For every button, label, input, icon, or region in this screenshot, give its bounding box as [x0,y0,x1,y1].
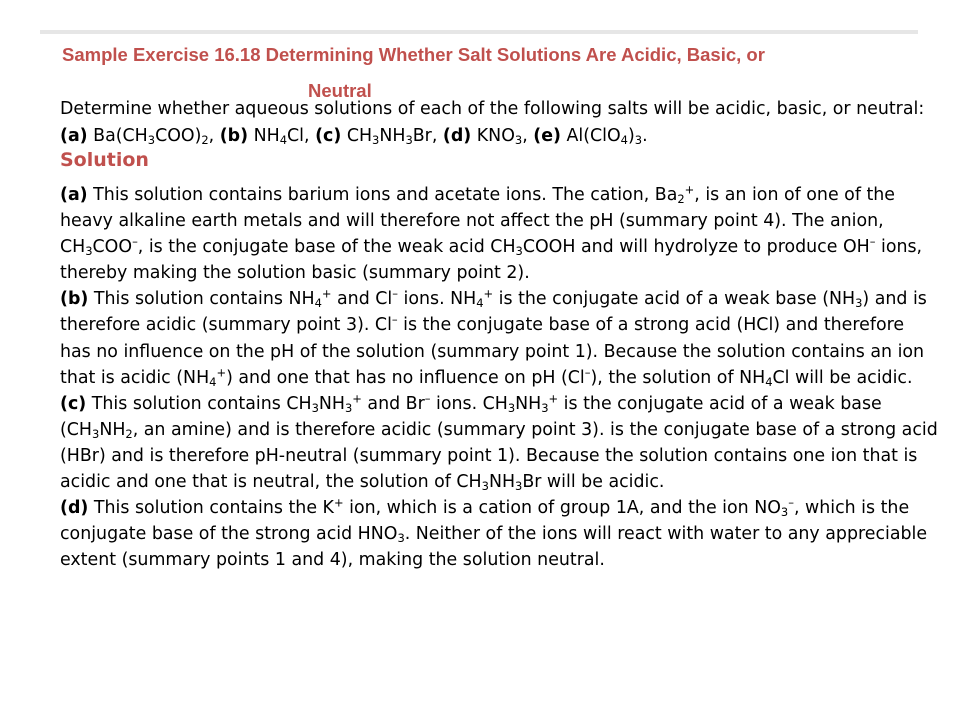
salt-formula: $Al(ClO_4)_3$ [566,125,643,147]
salt-letter: (d) [442,125,472,146]
part-text: This solution contains $NH_4^+$ and Cl– ions. $NH_4^+$ is the conjugate acid of a weak base $(NH_3)$ and is therefore acidic (summary point 3). Cl– is the conjugate base of a strong acid (HCl) and therefore has no influence on the pH of the solution (summary point 1). Because the solution contains an ion that is acidic $(NH_4^+)$ and one that has no influence on pH (Cl–), the solution of $NH_4Cl$ will be acidic. [60,287,927,389]
salt-list: (a) $Ba(CH_3COO)_2$, (b) $NH_4Cl$, (c) $CH_3NH_3Br$, (d) $KNO_3$, (e) $Al(ClO_4)_3$. [60,125,648,147]
solution-part-a [60,182,940,286]
salt-formula: $CH_3NH_3Br$ [346,125,432,147]
salt-letter: (c) [315,125,342,146]
problem-intro: Determine whether aqueous solutions of each of the following salts will be acidic, basic, or neutral: [60,99,925,119]
salt-formula: $Ba(CH_3COO)_2$ [93,125,209,147]
exercise-title-line2: Neutral [308,80,372,101]
part-text: This solution contains $CH_3NH_3^+$ and Br– ions. $CH_3NH_3^+$ is the conjugate acid of a weak base ($CH_3NH_2$, an amine) and is therefore acidic (summary point 3). is the conjugate base of a strong acid (HBr) and is therefore pH-neutral (summary point 1). Because the solution contains one ion that is acidic and one that is neutral, the solution of $CH_3NH_3Br$ will be acidic. [60,391,938,493]
part-letter: (b) [60,289,89,310]
salt-formula: $KNO_3$ [476,125,523,147]
part-letter: (d) [60,498,89,519]
salt-formula: $NH_4Cl$ [253,125,304,147]
salt-letter: (b) [219,125,249,146]
part-text: This solution contains the K+ ion, which is a cation of group 1A, and the ion $NO_3^-$, which is the conjugate base of the strong acid $HNO_3$. Neither of the ions will react with water to any appreciable extent (summary points 1 and 4), making the solution neutral. [60,495,928,571]
top-divider [40,30,918,34]
solution-body [60,182,940,573]
solution-part-c [60,391,940,495]
solution-part-d [60,495,940,573]
salt-letter: (a) [60,125,88,146]
solution-part-b [60,286,940,390]
part-letter: (a) [60,185,88,205]
exercise-label: Sample Exercise 16.18 [62,44,261,65]
part-letter: (c) [60,393,87,414]
problem-statement [60,96,940,149]
part-text: This solution contains barium ions and acetate ions. The cation, $Ba_2^+$, is an ion of one of the heavy alkaline earth metals and will therefore not affect the pH (summary point 4). The anion, $CH_3COO^-$, is the conjugate base of the weak acid $CH_3COOH$ and will hydrolyze to produce OH– ions, thereby making the solution basic (summary point 2). [60,182,923,284]
exercise-title-line1: Determining Whether Salt Solutions Are Acidic, Basic, or [265,44,765,65]
salt-letter: (e) [533,125,561,146]
solution-heading: Solution [60,149,149,171]
